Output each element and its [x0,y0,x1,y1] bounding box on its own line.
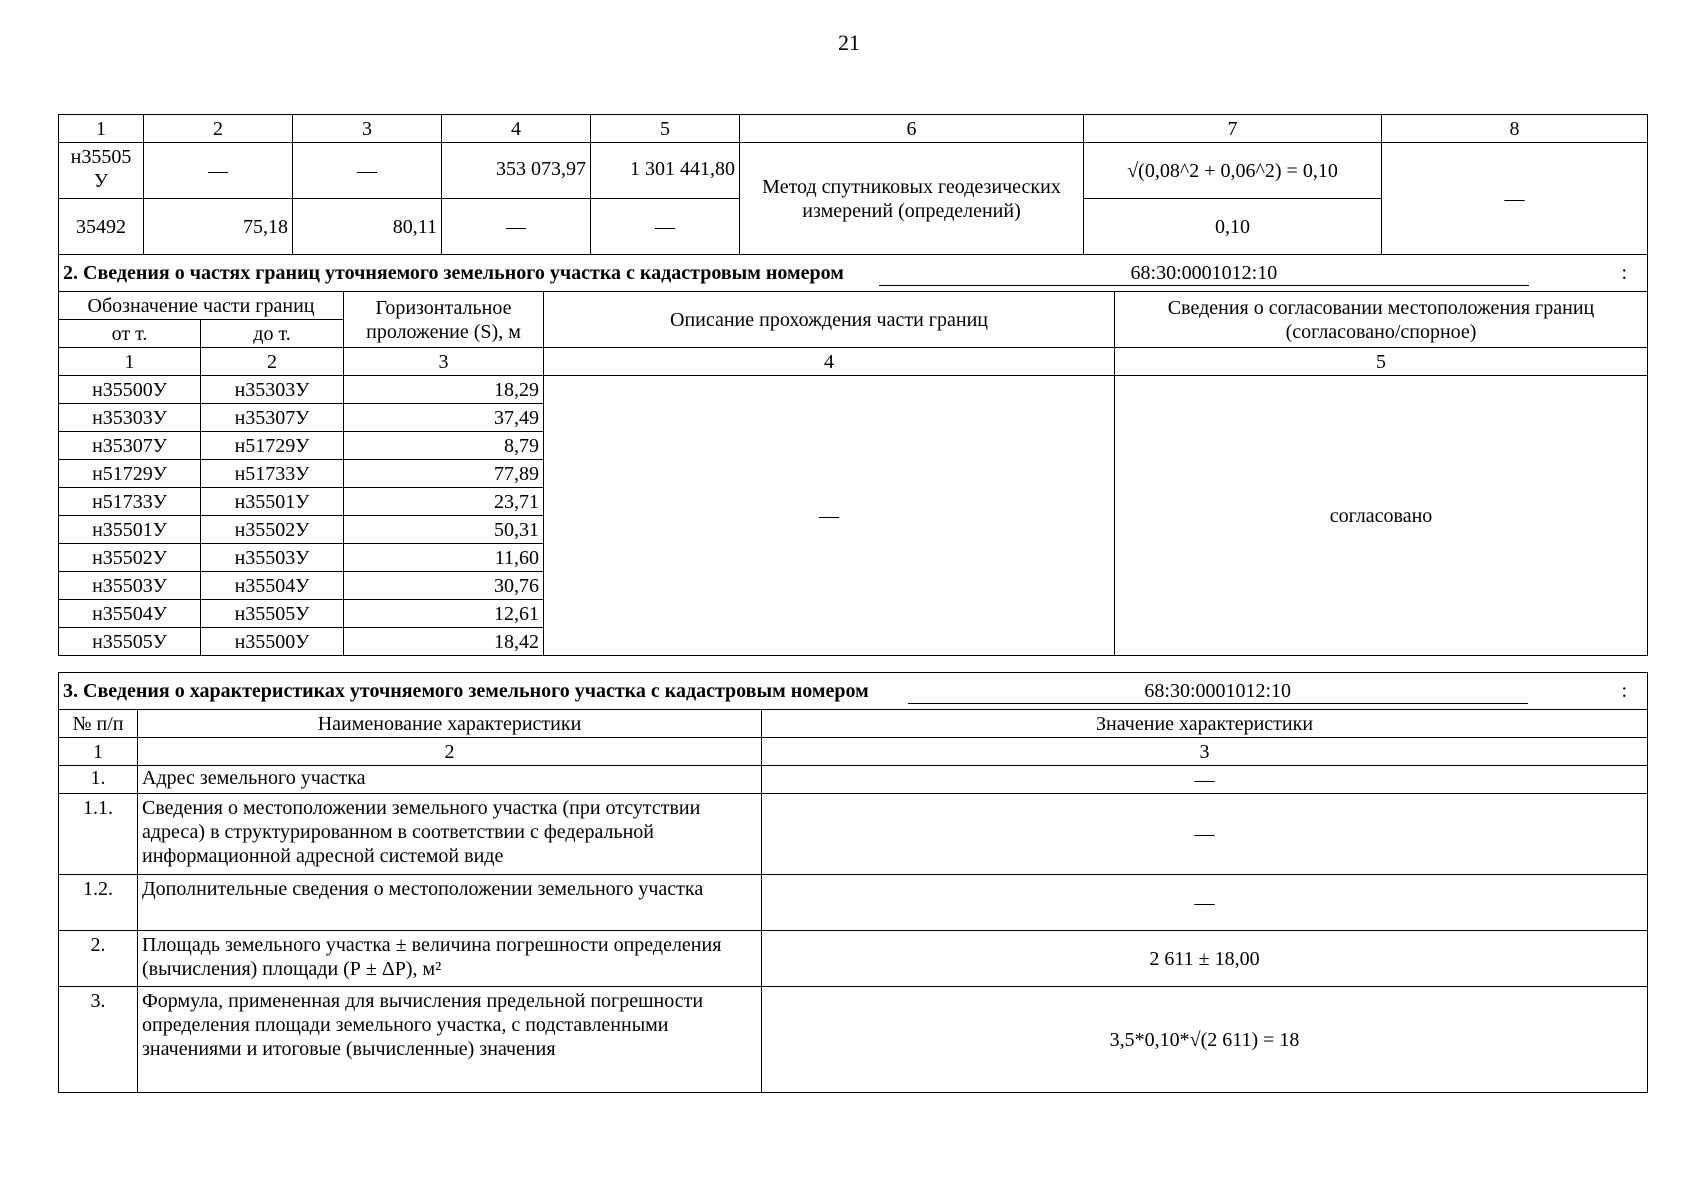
accuracy-value: 0,10 [1084,199,1382,255]
page-number: 21 [838,30,860,55]
section-3-title-row [59,673,1648,710]
characteristic-name: Дополнительные сведения о местоположении земельного участка [138,875,762,931]
number-header: № п/п [59,710,138,738]
from-header: от т. [59,320,201,348]
cadastral-number: 68:30:0001012:10 [908,679,1528,704]
col-number: 2 [201,348,344,376]
from-point: н35501У [59,516,201,544]
point-id: н35505 У [59,143,144,199]
coord-x: 353 073,97 [442,143,591,199]
to-point: н35502У [201,516,344,544]
to-point: н35303У [201,376,344,404]
header-cell: 5 [591,115,740,143]
section-3-title-cell [59,673,1648,710]
cadastral-number: 68:30:0001012:10 [879,261,1529,286]
characteristic-value: — [762,766,1648,794]
to-point: н51729У [201,432,344,460]
table-row [59,931,1648,987]
row-number: 2. [59,931,138,987]
table-row [59,376,1648,404]
characteristics-number-row [59,738,1648,766]
horizontal-length-header: Горизонтальное проложение (S), м [344,292,544,348]
length-value: 77,89 [344,460,544,488]
accuracy-formula: √(0,08^2 + 0,06^2) = 0,10 [1084,143,1382,199]
to-point: н35503У [201,544,344,572]
col-number: 1 [59,348,201,376]
characteristic-value: — [762,794,1648,875]
to-point: н35505У [201,600,344,628]
boundary-header-row [59,292,1648,320]
characteristics-header-row [59,710,1648,738]
to-point: н35504У [201,572,344,600]
name-header: Наименование характеристики [138,710,762,738]
col-number: 2 [138,738,762,766]
cell: 80,11 [293,199,442,255]
to-point: н35500У [201,628,344,656]
section-2-title-row [59,255,1648,292]
table-row [59,143,1648,199]
characteristic-name: Площадь земельного участка ± величина погрешности определения (вычисления) площади (Р ± ΔР), м² [138,931,762,987]
characteristic-name: Формула, примененная для вычисления предельной погрешности определения площади земельного участка, с подставленными значениями и итоговые (вычисленные) значения [138,987,762,1093]
header-cell: 6 [740,115,1084,143]
header-cell: 3 [293,115,442,143]
section-2-title: 2. Сведения о частях границ уточняемого земельного участка с кадастровым номером [63,261,844,284]
length-value: 18,42 [344,628,544,656]
to-header: до т. [201,320,344,348]
from-point: н51729У [59,460,201,488]
header-cell: 8 [1382,115,1648,143]
length-value: 11,60 [344,544,544,572]
cell: — [591,199,740,255]
value-header: Значение характеристики [762,710,1648,738]
table-row [59,987,1648,1093]
header-cell: 1 [59,115,144,143]
col-number: 1 [59,738,138,766]
to-point: н51733У [201,460,344,488]
from-point: н35504У [59,600,201,628]
colon: : [1621,679,1628,702]
characteristic-value: — [762,875,1648,931]
length-value: 23,71 [344,488,544,516]
to-point: н35307У [201,404,344,432]
length-value: 50,31 [344,516,544,544]
header-cell: 4 [442,115,591,143]
row-number: 1. [59,766,138,794]
section-3-title: 3. Сведения о характеристиках уточняемого земельного участка с кадастровым номером [63,679,869,702]
cell: — [293,143,442,199]
header-cell: 2 [144,115,293,143]
table-row [59,794,1648,875]
characteristic-name: Сведения о местоположении земельного участка (при отсутствии адреса) в структурированном в соответствии с федеральной информационной адресной системой виде [138,794,762,875]
boundary-number-row [59,348,1648,376]
col8-cell: — [1382,143,1648,255]
col-number: 3 [344,348,544,376]
coord-y: 1 301 441,80 [591,143,740,199]
table-row [59,766,1648,794]
length-value: 30,76 [344,572,544,600]
length-value: 12,61 [344,600,544,628]
length-value: 8,79 [344,432,544,460]
characteristic-value: 3,5*0,10*√(2 611) = 18 [762,987,1648,1093]
cell: — [144,143,293,199]
agreement-value: согласовано [1115,376,1648,656]
to-point: н35501У [201,488,344,516]
table-row [59,875,1648,931]
cell: 75,18 [144,199,293,255]
coordinates-table [58,114,1648,255]
description-header: Описание прохождения части границ [544,292,1115,348]
col-number: 3 [762,738,1648,766]
col-number: 5 [1115,348,1648,376]
characteristics-table [58,672,1648,1093]
col-number: 4 [544,348,1115,376]
row-number: 1.2. [59,875,138,931]
length-value: 37,49 [344,404,544,432]
characteristic-value: 2 611 ± 18,00 [762,931,1648,987]
from-point: н35505У [59,628,201,656]
from-point: н35502У [59,544,201,572]
boundary-parts-table [58,254,1648,656]
agreement-header: Сведения о согласовании местоположения границ (согласовано/спорное) [1115,292,1648,348]
from-point: н35503У [59,572,201,600]
point-id: 35492 [59,199,144,255]
from-point: н35303У [59,404,201,432]
length-value: 18,29 [344,376,544,404]
row-number: 3. [59,987,138,1093]
coordinates-header-row [59,115,1648,143]
from-point: н51733У [59,488,201,516]
section-2-title-cell [59,255,1648,292]
from-point: н35500У [59,376,201,404]
colon: : [1621,261,1628,284]
from-point: н35307У [59,432,201,460]
row-number: 1.1. [59,794,138,875]
part-designation-header: Обозначение части границ [59,292,344,320]
description-value: — [544,376,1115,656]
cell: — [442,199,591,255]
method-cell: Метод спутниковых геодезических измерений (определений) [740,143,1084,255]
header-cell: 7 [1084,115,1382,143]
characteristic-name: Адрес земельного участка [138,766,762,794]
